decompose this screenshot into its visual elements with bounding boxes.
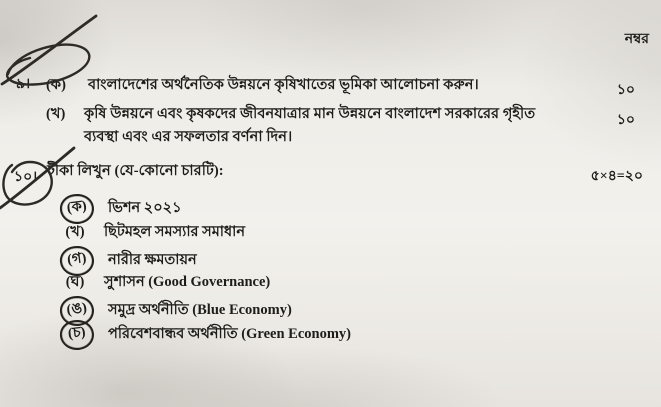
question9-number: ৯।	[16, 77, 31, 92]
question9-part-b	[46, 105, 598, 147]
question10-heading: টীকা লিখুন (যে-কোনো চারটি):	[47, 163, 224, 179]
note-item-label: (খ)	[65, 224, 85, 240]
note-item-text: ছিটমহল সমস্যার সমাধান	[104, 224, 245, 240]
question9-part-a-marks: ১০	[616, 83, 635, 98]
note-item	[60, 271, 270, 295]
question9-part-b-text-line1: কৃষি উন্নয়নে এবং কৃষকদের জীবনযাত্রার মান উন্নয়নে বাংলাদেশ সরকারের গৃহীত	[84, 106, 536, 122]
question9-part-b-text-line2: ব্যবস্থা এবং এর সফলতার বর্ণনা দিন।	[84, 128, 293, 145]
note-item-label: (গ)	[58, 244, 95, 278]
question9-part-a-label: (ক)	[46, 77, 67, 93]
note-item-label: (ঙ)	[58, 294, 95, 328]
note-item-label: (চ)	[58, 318, 95, 352]
question9-part-b-label: (খ)	[46, 106, 66, 122]
question10-marks: ৫×৪=২০	[590, 169, 643, 184]
note-item-label: (ক)	[58, 192, 95, 226]
note-item	[60, 221, 245, 245]
question9-part-a	[46, 76, 646, 96]
question9-part-b-marks: ১০	[616, 113, 635, 128]
question9-part-a-text: বাংলাদেশের অর্থনৈতিক উন্নয়নে কৃষিখাতের ভূমিকা আলোচনা করুন।	[88, 77, 479, 93]
note-item-text: সুশাসন (Good Governance)	[104, 274, 271, 290]
note-item	[60, 194, 182, 224]
note-item-text: ভিশন ২০২১	[108, 200, 182, 216]
marks-column-header: নম্বর	[624, 32, 649, 47]
note-item-label: (ঘ)	[65, 274, 85, 290]
note-item-text: নারীর ক্ষমতায়ন	[108, 252, 197, 268]
note-item-text: পরিবেশবান্ধব অর্থনীতি (Green Economy)	[108, 326, 351, 342]
question10-number: ১০।	[14, 170, 38, 185]
note-item	[60, 320, 351, 350]
note-item-text: সমুদ্র অর্থনীতি (Blue Economy)	[108, 302, 292, 318]
